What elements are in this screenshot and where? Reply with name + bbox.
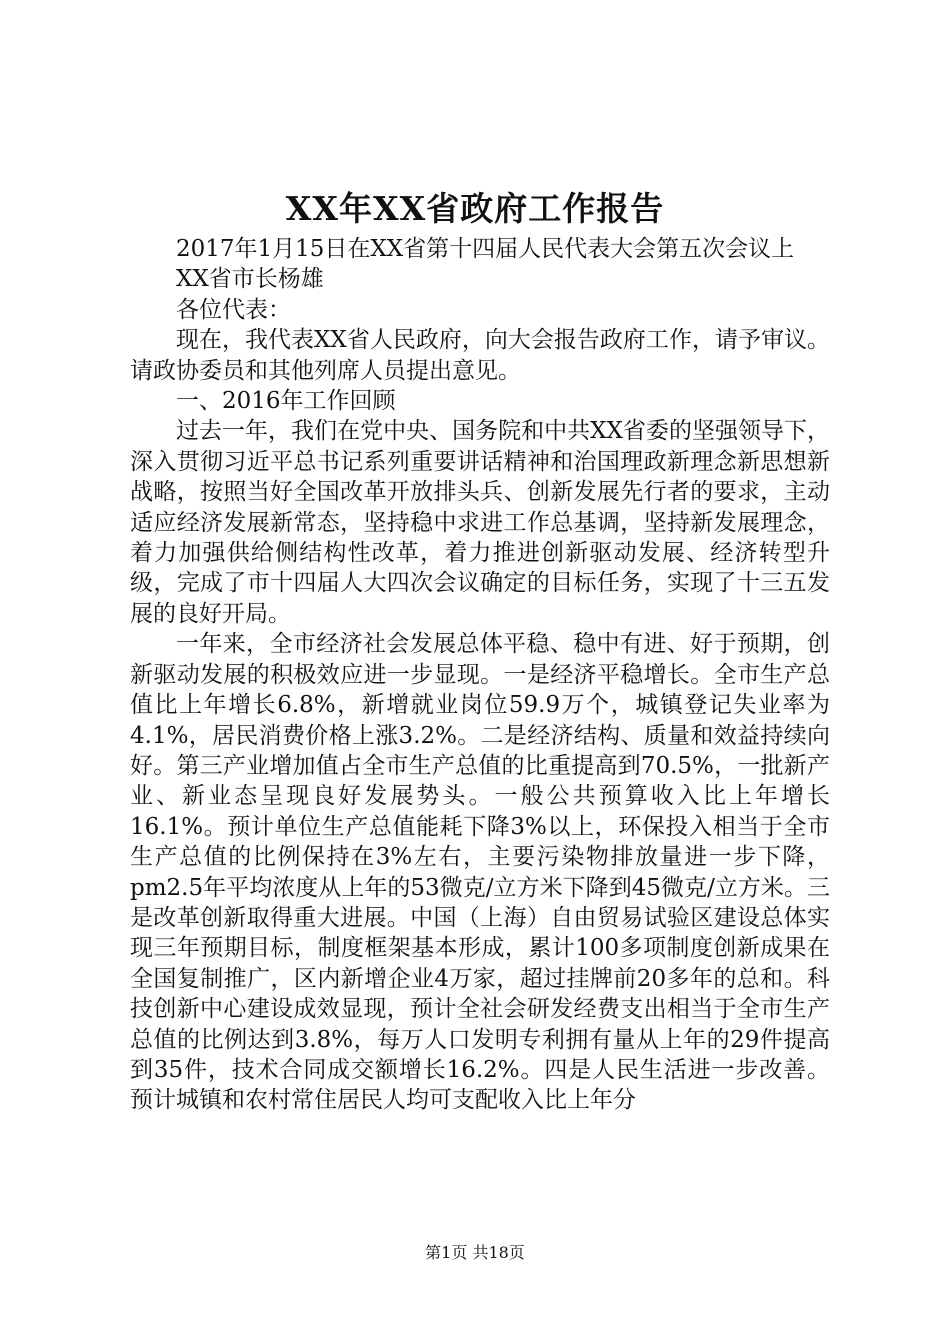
- page-footer: 第1页 共18页: [425, 1243, 525, 1262]
- paragraph-achievements: 一年来，全市经济社会发展总体平稳、稳中有进、好于预期，创新驱动发展的积极效应进一步显现。一是经济平稳增长。全市生产总值比上年增长6.8%，新增就业岗位59.9万个，城镇登记失业率为4.1%，居民消费价格上涨3.2%。二是经济结构、质量和效益持续向好。第三产业增加值占全市生产总值的比重提高到70.5%，一批新产业、新业态呈现良好发展势头。一般公共预算收入比上年增长16.1%。预计单位生产总值能耗下降3%以上，环保投入相当于全市生产总值的比例保持在3%左右，主要污染物排放量进一步下降，pm2.5年平均浓度从上年的53微克/立方米下降到45微克/立方米。三是改革创新取得重大进展。中国（上海）自由贸易试验区建设总体实现三年预期目标，制度框架基本形成，累计100多项制度创新成果在全国复制推广，区内新增企业4万家，超过挂牌前20多年的总和。科技创新中心建设成效显现，预计全社会研发经费支出相当于全市生产总值的比例达到3.8%，每万人口发明专利拥有量从上年的29件提高到35件，技术合同成交额增长16.2%。四是人民生活进一步改善。预计城镇和农村常住居民人均可支配收入比上年分: [130, 631, 830, 1114]
- document-title: XX年XX省政府工作报告: [285, 189, 665, 228]
- paragraph-meeting-info: 2017年1月15日在XX省第十四届人民代表大会第五次会议上: [176, 236, 795, 262]
- section-heading: 一、2016年工作回顾: [176, 388, 396, 415]
- paragraph-opening: 现在，我代表XX省人民政府，向大会报告政府工作，请予审议。请政协委员和其他列席人员提出意见。: [130, 327, 830, 384]
- paragraph-salutation: 各位代表：: [176, 296, 291, 323]
- paragraph-review: 过去一年，我们在党中央、国务院和中共XX省委的坚强领导下，深入贯彻习近平总书记系列重要讲话精神和治国理政新理念新思想新战略，按照当好全国改革开放排头兵、创新发展先行者的要求，主动适应经济发展新常态，坚持稳中求进工作总基调，坚持新发展理念，着力加强供给侧结构性改革，着力推进创新驱动发展、经济转型升级，完成了市十四届人大四次会议确定的目标任务，实现了十三五发展的良好开局。: [130, 418, 830, 627]
- document-body: [130, 234, 830, 1116]
- paragraph-speaker: XX省市长杨雄: [176, 266, 324, 293]
